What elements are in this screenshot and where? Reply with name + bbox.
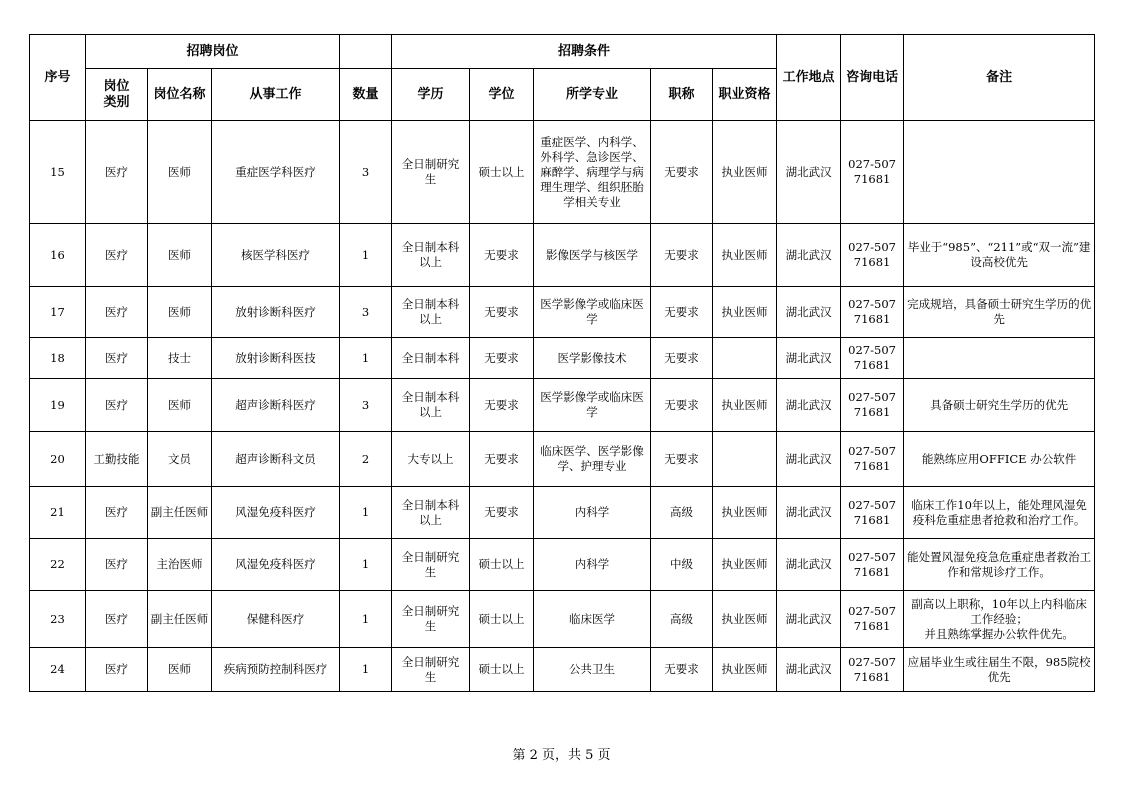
cell-qualification: 执业医师 [713,379,777,432]
cell-qualification: 执业医师 [713,648,777,692]
cell-category: 医疗 [86,591,148,648]
cell-phone: 027-50771681 [841,224,904,287]
cell-location: 湖北武汉 [777,648,841,692]
cell-work: 放射诊断科医技 [212,338,340,379]
cell-seq: 22 [30,539,86,591]
cell-work: 放射诊断科医疗 [212,287,340,338]
header-title: 职称 [651,69,713,121]
cell-category: 医疗 [86,539,148,591]
cell-count: 1 [340,338,392,379]
header-major: 所学专业 [534,69,651,121]
cell-title: 高级 [651,487,713,539]
cell-qualification: 执业医师 [713,224,777,287]
header-count: 数量 [340,69,392,121]
cell-note: 能熟练应用OFFICE 办公软件 [904,432,1095,487]
cell-title: 无要求 [651,224,713,287]
header-group-conditions: 招聘条件 [392,35,777,69]
cell-category: 医疗 [86,487,148,539]
table-row [30,379,1095,432]
table-row [30,648,1095,692]
cell-degree: 无要求 [470,379,534,432]
cell-major: 重症医学、内科学、外科学、急诊医学、麻醉学、病理学与病理生理学、组织胚胎学相关专业 [534,121,651,224]
cell-major: 内科学 [534,539,651,591]
cell-post-name: 医师 [148,648,212,692]
cell-note: 完成规培，具备硕士研究生学历的优先 [904,287,1095,338]
table-row [30,432,1095,487]
cell-seq: 16 [30,224,86,287]
cell-note [904,338,1095,379]
cell-location: 湖北武汉 [777,487,841,539]
page-footer: 第 2 页，共 5 页 [512,748,611,763]
cell-degree: 硕士以上 [470,591,534,648]
cell-education: 全日制研究生 [392,648,470,692]
header-qualification: 职业资格 [713,69,777,121]
cell-work: 核医学科医疗 [212,224,340,287]
cell-education: 全日制研究生 [392,591,470,648]
header-category: 岗位类别 [86,69,148,121]
cell-seq: 17 [30,287,86,338]
cell-location: 湖北武汉 [777,432,841,487]
cell-degree: 无要求 [470,224,534,287]
cell-seq: 18 [30,338,86,379]
cell-work: 超声诊断科医疗 [212,379,340,432]
cell-post-name: 副主任医师 [148,591,212,648]
cell-major: 临床医学、医学影像学、护理专业 [534,432,651,487]
cell-work: 重症医学科医疗 [212,121,340,224]
cell-category: 医疗 [86,648,148,692]
cell-phone: 027-50771681 [841,287,904,338]
cell-title: 无要求 [651,287,713,338]
cell-post-name: 技士 [148,338,212,379]
cell-degree: 硕士以上 [470,121,534,224]
cell-education: 全日制本科以上 [392,487,470,539]
cell-location: 湖北武汉 [777,121,841,224]
cell-qualification: 执业医师 [713,591,777,648]
cell-location: 湖北武汉 [777,224,841,287]
cell-location: 湖北武汉 [777,287,841,338]
cell-count: 1 [340,539,392,591]
cell-note: 应届毕业生或往届生不限，985院校优先 [904,648,1095,692]
cell-qualification: 执业医师 [713,487,777,539]
header-phone: 咨询电话 [841,35,904,121]
cell-degree: 硕士以上 [470,648,534,692]
cell-phone: 027-50771681 [841,121,904,224]
header-note: 备注 [904,35,1095,121]
cell-degree: 硕士以上 [470,539,534,591]
cell-note: 具备硕士研究生学历的优先 [904,379,1095,432]
cell-qualification [713,338,777,379]
cell-title: 无要求 [651,379,713,432]
cell-major: 公共卫生 [534,648,651,692]
cell-post-name: 医师 [148,224,212,287]
cell-phone: 027-50771681 [841,338,904,379]
cell-category: 医疗 [86,224,148,287]
cell-degree: 无要求 [470,287,534,338]
cell-degree: 无要求 [470,432,534,487]
cell-phone: 027-50771681 [841,539,904,591]
cell-degree: 无要求 [470,338,534,379]
header-location: 工作地点 [777,35,841,121]
cell-post-name: 副主任医师 [148,487,212,539]
table-body [30,121,1095,692]
cell-category: 医疗 [86,379,148,432]
table-row [30,591,1095,648]
cell-title: 高级 [651,591,713,648]
header-seq: 序号 [30,35,86,121]
cell-location: 湖北武汉 [777,338,841,379]
cell-phone: 027-50771681 [841,648,904,692]
cell-count: 3 [340,287,392,338]
table-row [30,539,1095,591]
cell-work: 保健科医疗 [212,591,340,648]
table-row [30,121,1095,224]
cell-phone: 027-50771681 [841,379,904,432]
cell-major: 医学影像学或临床医学 [534,287,651,338]
cell-seq: 24 [30,648,86,692]
cell-category: 医疗 [86,338,148,379]
cell-title: 无要求 [651,121,713,224]
cell-qualification [713,432,777,487]
cell-seq: 20 [30,432,86,487]
table-row [30,338,1095,379]
cell-major: 内科学 [534,487,651,539]
cell-count: 1 [340,591,392,648]
cell-qualification: 执业医师 [713,539,777,591]
cell-note: 毕业于“985”、“211”或“双一流”建设高校优先 [904,224,1095,287]
table-row [30,287,1095,338]
cell-title: 无要求 [651,432,713,487]
cell-note [904,121,1095,224]
cell-work: 风湿免疫科医疗 [212,539,340,591]
header-post-name: 岗位名称 [148,69,212,121]
cell-major: 影像医学与核医学 [534,224,651,287]
cell-post-name: 主治医师 [148,539,212,591]
cell-major: 医学影像技术 [534,338,651,379]
header-education: 学历 [392,69,470,121]
cell-degree: 无要求 [470,487,534,539]
cell-post-name: 医师 [148,379,212,432]
cell-category: 工勤技能 [86,432,148,487]
header-group-post: 招聘岗位 [86,35,340,69]
cell-title: 无要求 [651,648,713,692]
cell-count: 1 [340,648,392,692]
cell-note: 临床工作10年以上，能处理风湿免疫科危重症患者抢救和治疗工作。 [904,487,1095,539]
cell-seq: 21 [30,487,86,539]
cell-location: 湖北武汉 [777,379,841,432]
cell-work: 疾病预防控制科医疗 [212,648,340,692]
cell-work: 超声诊断科文员 [212,432,340,487]
cell-education: 全日制本科以上 [392,379,470,432]
cell-seq: 23 [30,591,86,648]
cell-title: 无要求 [651,338,713,379]
header-blank [340,35,392,69]
cell-phone: 027-50771681 [841,432,904,487]
cell-education: 全日制研究生 [392,121,470,224]
cell-education: 全日制本科 [392,338,470,379]
header-work: 从事工作 [212,69,340,121]
cell-major: 医学影像学或临床医学 [534,379,651,432]
header-degree: 学位 [470,69,534,121]
cell-count: 1 [340,487,392,539]
recruitment-table [29,34,1095,692]
cell-count: 3 [340,379,392,432]
cell-major: 临床医学 [534,591,651,648]
cell-education: 大专以上 [392,432,470,487]
table-row [30,224,1095,287]
cell-count: 2 [340,432,392,487]
cell-education: 全日制本科以上 [392,224,470,287]
cell-location: 湖北武汉 [777,591,841,648]
cell-category: 医疗 [86,121,148,224]
cell-education: 全日制本科以上 [392,287,470,338]
cell-seq: 15 [30,121,86,224]
cell-post-name: 医师 [148,121,212,224]
cell-seq: 19 [30,379,86,432]
cell-category: 医疗 [86,287,148,338]
cell-count: 1 [340,224,392,287]
cell-phone: 027-50771681 [841,591,904,648]
cell-note: 副高以上职称，10年以上内科临床工作经验； 并且熟练掌握办公软件优先。 [904,591,1095,648]
cell-qualification: 执业医师 [713,121,777,224]
cell-title: 中级 [651,539,713,591]
cell-post-name: 文员 [148,432,212,487]
cell-post-name: 医师 [148,287,212,338]
table-row [30,487,1095,539]
cell-education: 全日制研究生 [392,539,470,591]
cell-location: 湖北武汉 [777,539,841,591]
cell-qualification: 执业医师 [713,287,777,338]
cell-count: 3 [340,121,392,224]
cell-phone: 027-50771681 [841,487,904,539]
cell-work: 风湿免疫科医疗 [212,487,340,539]
cell-note: 能处置风湿免疫急危重症患者救治工作和常规诊疗工作。 [904,539,1095,591]
